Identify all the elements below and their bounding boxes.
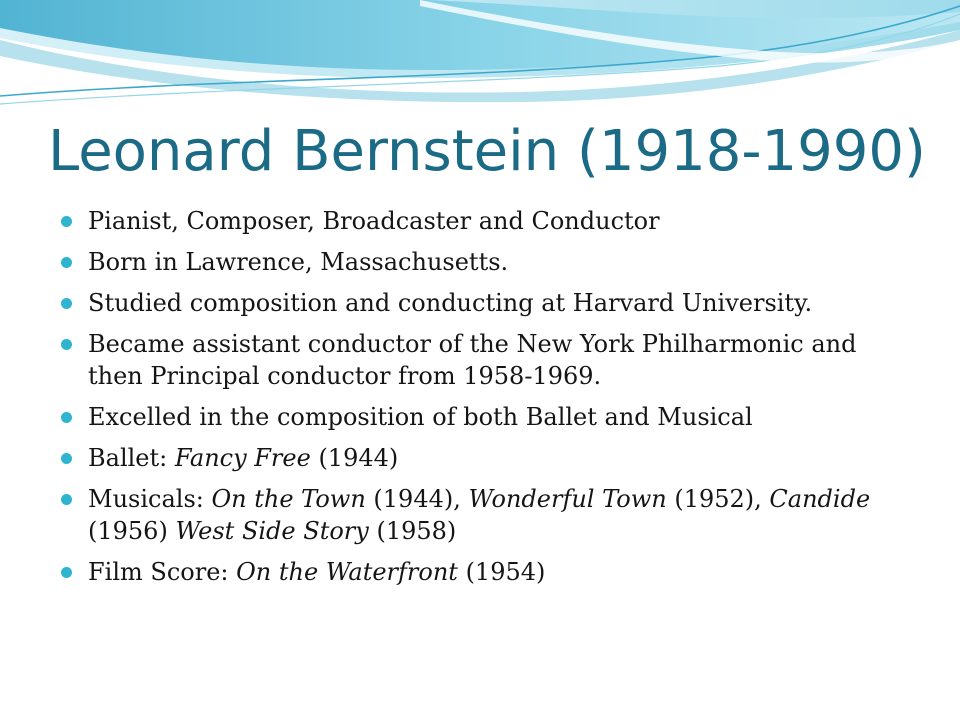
bullet-text-italic: Fancy Free [174, 444, 311, 472]
bullet-text: Musicals: [88, 485, 212, 513]
bullet-text: Film Score: [88, 558, 237, 586]
bullet-text: Ballet: [88, 444, 175, 472]
slide-title: Leonard Bernstein (1918-1990) [48, 119, 926, 184]
bullet-dot-icon [61, 257, 72, 268]
bullet-text-italic: Candide [769, 485, 871, 513]
bullet-text: Became assistant conductor of the New York Philharmonic and then Principal conductor from 1958-1969. [88, 330, 857, 390]
bullet-text: Pianist, Composer, Broadcaster and Conductor [88, 207, 660, 235]
bullet-item [60, 246, 910, 278]
bullet-text: Born in Lawrence, Massachusetts. [88, 248, 509, 276]
bullet-text: (1944), [365, 485, 469, 513]
bullet-dot-icon [61, 494, 72, 505]
bullet-dot-icon [61, 453, 72, 464]
bullet-dot-icon [61, 339, 72, 350]
bullet-list [60, 205, 910, 597]
bullet-text: (1952), [666, 485, 770, 513]
bullet-text: (1958) [368, 517, 457, 545]
bullet-dot-icon [61, 567, 72, 578]
bullet-text: (1956) [88, 517, 176, 545]
bullet-dot-icon [61, 298, 72, 309]
bullet-item [60, 205, 910, 237]
bullet-text-italic: West Side Story [175, 517, 369, 545]
bullet-dot-icon [61, 216, 72, 227]
bullet-text-italic: On the Town [211, 485, 366, 513]
header-wave-decoration [0, 0, 960, 110]
bullet-text: Studied composition and conducting at Harvard University. [88, 289, 813, 317]
bullet-text: (1944) [310, 444, 399, 472]
bullet-item [60, 328, 910, 392]
bullet-item [60, 483, 910, 547]
bullet-text-italic: On the Waterfront [236, 558, 458, 586]
bullet-item [60, 287, 910, 319]
bullet-text: (1954) [457, 558, 546, 586]
bullet-dot-icon [61, 412, 72, 423]
bullet-item [60, 556, 910, 588]
bullet-item [60, 442, 910, 474]
bullet-text-italic: Wonderful Town [468, 485, 667, 513]
bullet-item [60, 401, 910, 433]
bullet-text: Excelled in the composition of both Ballet and Musical [88, 403, 753, 431]
